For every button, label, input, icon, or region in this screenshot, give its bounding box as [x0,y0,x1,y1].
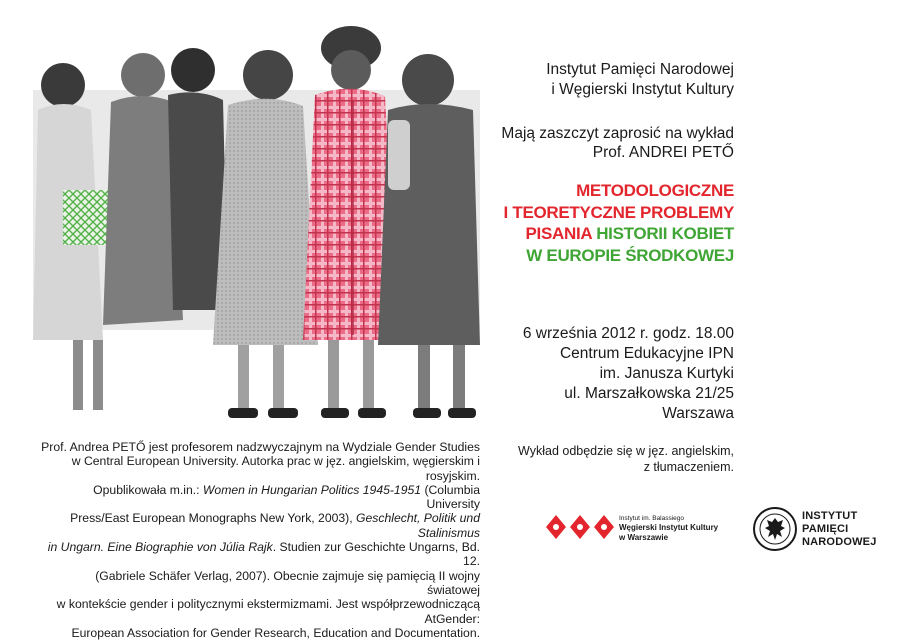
title-line: I TEORETYCZNE PROBLEMY [503,202,734,222]
balassi-logo-text [619,514,718,543]
title-line [500,223,734,245]
title-line: METODOLOGICZNE [576,181,734,200]
bio-book-title: in Ungarn. Eine Biographie von Júlia Rajk [47,540,273,555]
organizer-line: Instytut Pamięci Narodowej [546,61,734,78]
event-city: Warszawa [662,405,734,422]
balassi-small-text: Instytut im. Balassiego [619,515,685,522]
bio-line: European Association for Gender Research, Education and Documentation. [71,625,480,640]
eagle-emblem-icon [752,506,798,552]
language-line: Wykład odbędzie się w jęz. angielskim, [518,444,734,458]
hungarian-pattern-icon [545,514,615,540]
bio-line: (Gabriele Schäfer Verlag, 2007). Obecnie zajmuje się pamięcią II wojny światowej [95,568,480,597]
ipn-logo-text [802,510,877,549]
balassi-name: Węgierski Instytut Kultury [619,523,719,532]
title-red-part: PISANIA [525,224,592,243]
women-photo [33,10,480,428]
bio-text: Press/East European Monographs New York, 2003), [70,511,357,526]
event-date: 6 września 2012 r. godz. 18.00 [522,325,734,342]
bio-line: w Central European University. Autorka prac w jęz. angielskim, węgierskim i rosyjskim. [71,454,480,483]
bio-book-title: Geschlecht, Politik und Stalinismus [356,511,480,540]
invitation [500,124,734,162]
language-line: z tłumaczeniem. [643,460,734,474]
bio-line [40,483,480,512]
bio-book-title: Women in Hungarian Politics 1945-1951 [202,482,422,497]
language-note [500,443,734,475]
ipn-logo [752,506,892,556]
balassi-institute-logo [545,510,760,544]
title-line: W EUROPIE ŚRODKOWEJ [526,245,734,265]
bio-line: w kontekście gender i politycznymi ekstermizmami. Jest współprzewodniczącą AtGender: [56,597,480,626]
organizer-line: i Węgierski Instytut Kultury [551,81,734,98]
event-venue: Centrum Edukacyjne IPN [559,345,734,362]
balassi-city: w Warszawie [619,533,669,542]
bio-line [40,540,480,569]
lecturer-name: Prof. ANDREI PETŐ [592,144,734,161]
bio-line [40,511,480,540]
organizers [500,60,734,100]
ipn-text-line: INSTYTUT [802,510,858,522]
invitation-line: Mają zaszczyt zaprosić na wykład [501,125,734,142]
event-address: ul. Marszałkowska 21/25 [564,385,734,402]
lecture-title [500,180,734,266]
bio-text: . Studien zur Geschichte Ungarns, Bd. 12. [272,540,480,569]
title-green-part: HISTORII KOBIET [596,224,734,243]
ipn-text-line: NARODOWEJ [802,536,877,548]
bio-text: (Columbia University [421,482,480,512]
event-venue-name: im. Janusza Kurtyki [599,365,734,382]
bio-line: Prof. Andrea PETŐ jest profesorem nadzwyczajnym na Wydziale Gender Studies [41,440,480,454]
event-details [500,324,734,424]
ipn-text-line: PAMIĘCI [802,523,849,535]
speaker-bio [40,440,480,640]
bio-text: Opublikowała m.in.: [93,482,203,497]
